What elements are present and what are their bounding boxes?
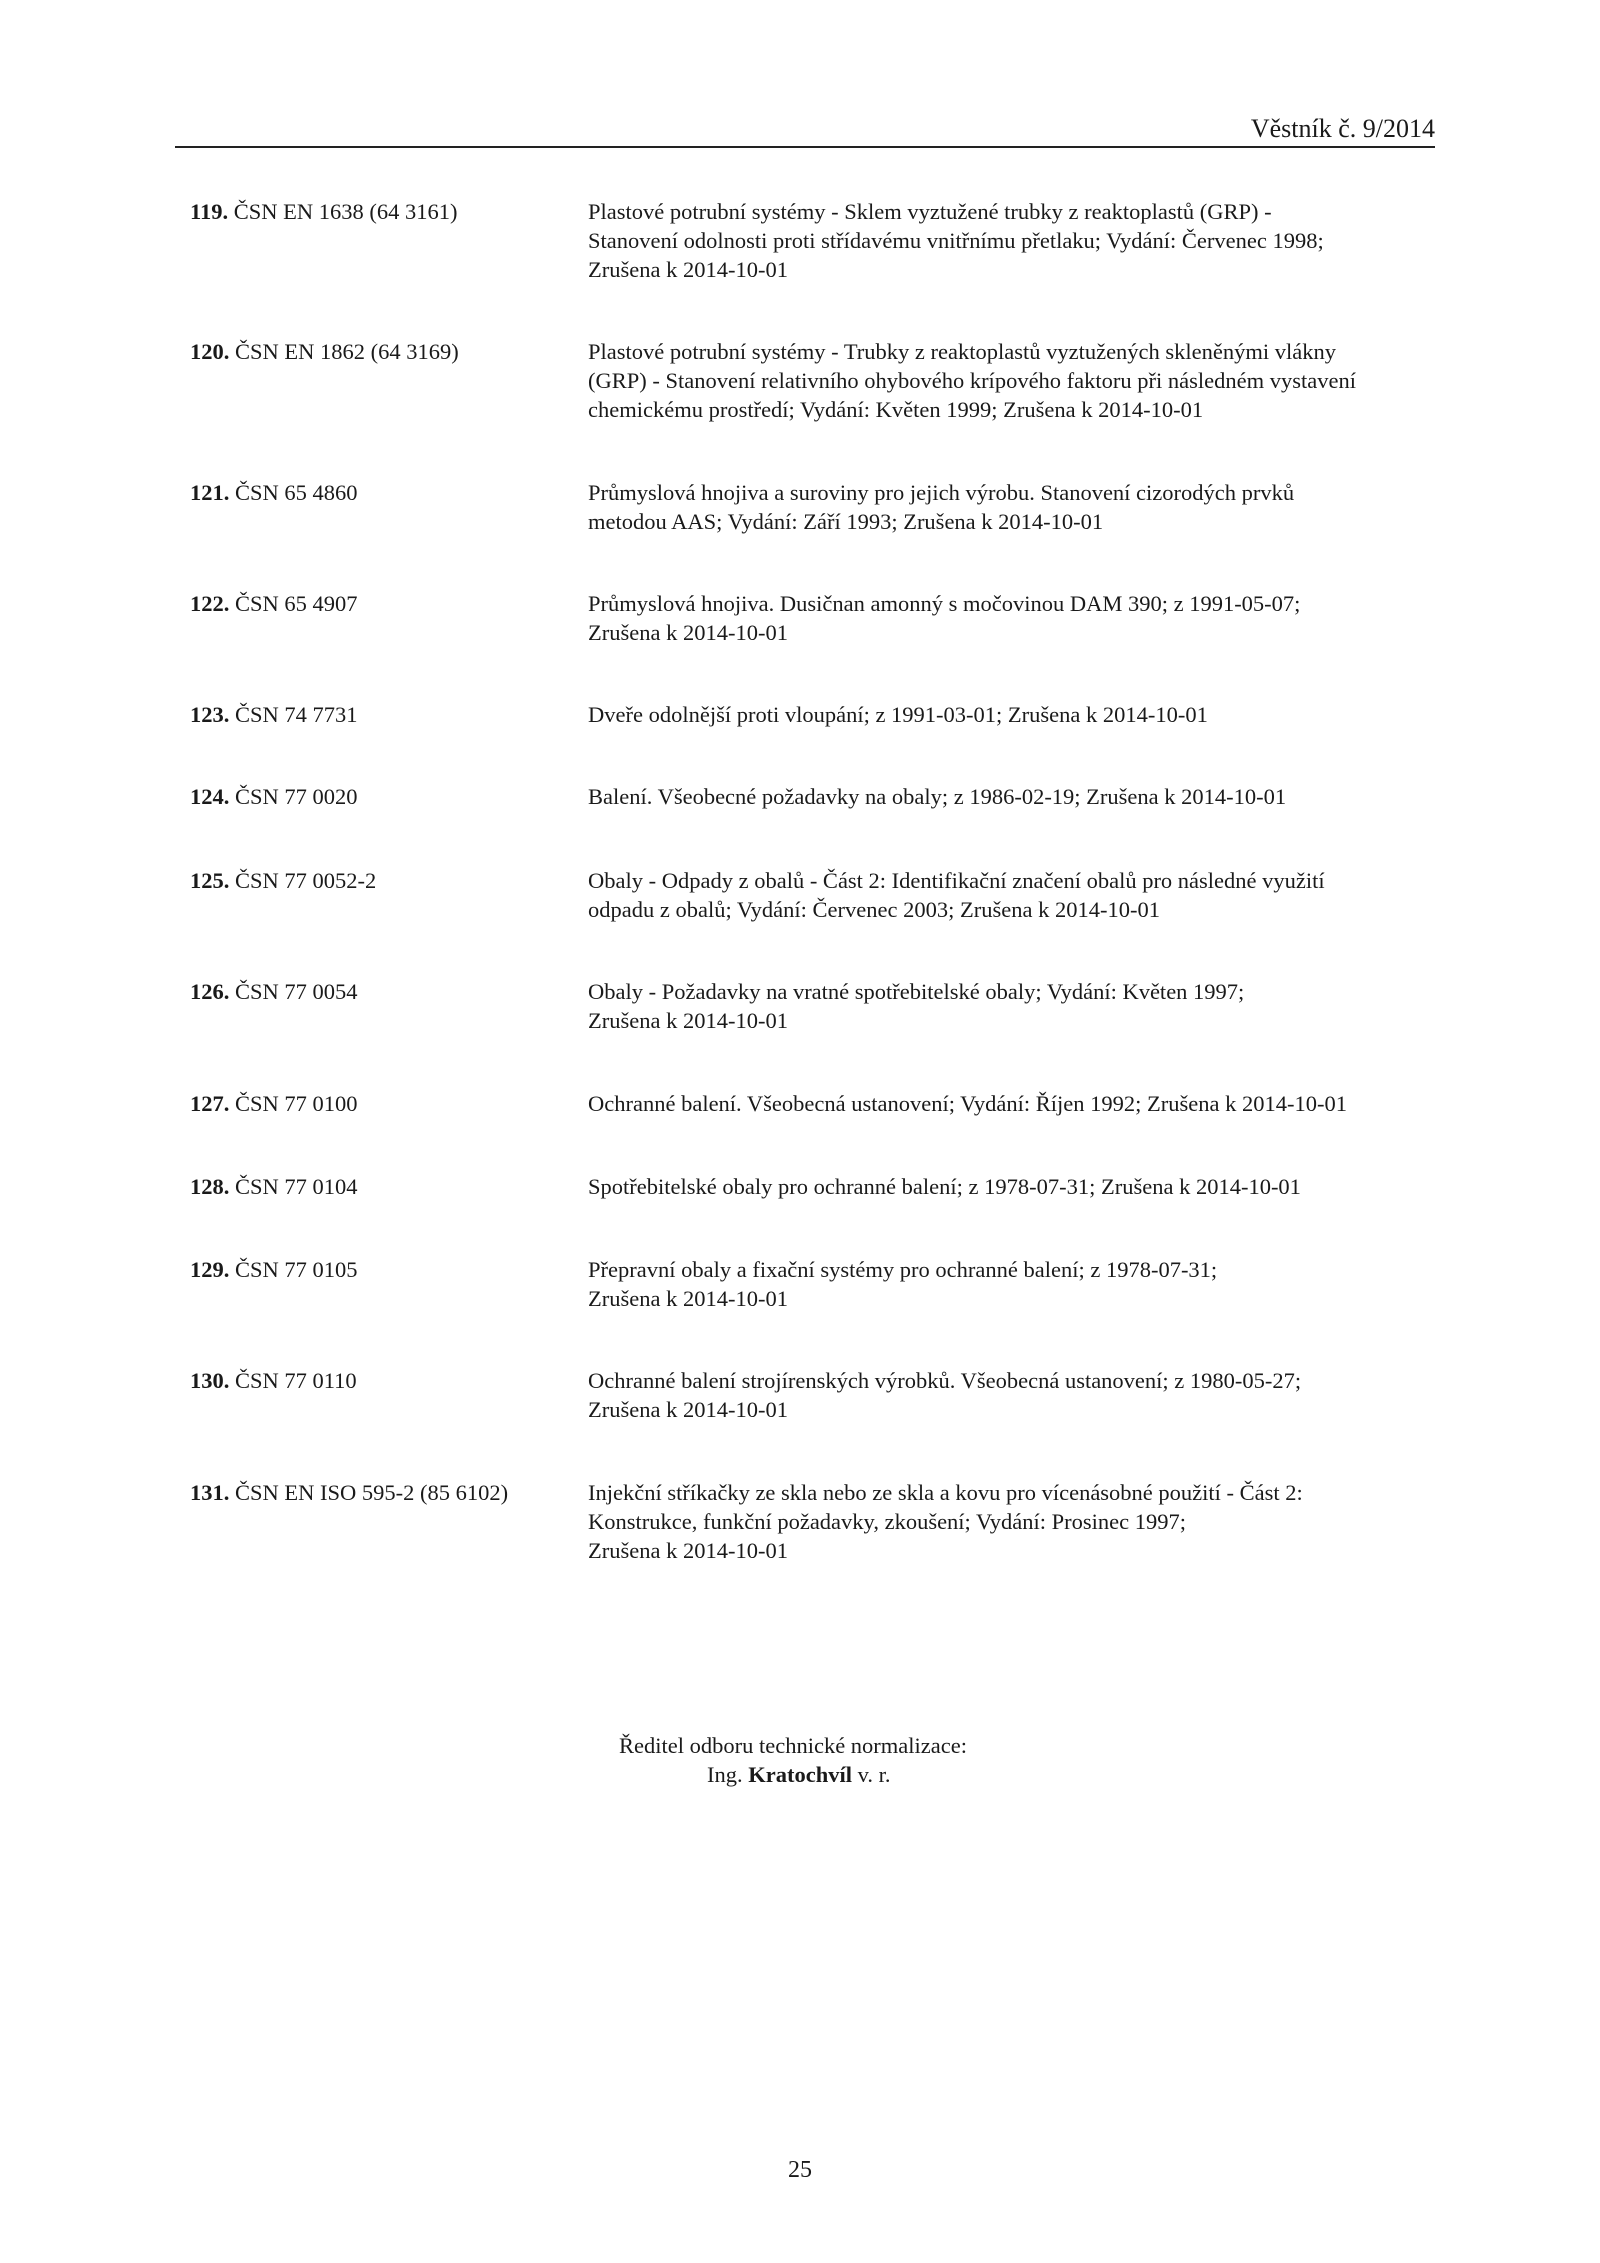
standard-code: ČSN 77 0052-2 xyxy=(229,868,377,893)
entry-id xyxy=(190,866,588,924)
entry-id xyxy=(190,1478,588,1565)
entry-number: 120. xyxy=(190,339,230,364)
entry-number: 123. xyxy=(190,702,230,727)
list-item xyxy=(190,1255,1430,1313)
page-header xyxy=(175,110,1435,148)
entry-id xyxy=(190,197,588,284)
entry-number: 121. xyxy=(190,480,230,505)
entry-number: 126. xyxy=(190,979,230,1004)
standard-code: ČSN EN 1638 (64 3161) xyxy=(228,199,458,224)
signature-name-line xyxy=(707,1762,891,1788)
signature-name: Kratochvíl xyxy=(748,1762,852,1787)
entry-id xyxy=(190,977,588,1035)
entry-description: Průmyslová hnojiva a suroviny pro jejich výrobu. Stanovení cizorodých prvků metodou AAS; Vydání: Září 1993; Zrušena k 2014-10-01 xyxy=(588,480,1295,534)
signature-suffix: v. r. xyxy=(851,1762,891,1787)
entry-number: 125. xyxy=(190,868,230,893)
entry-id xyxy=(190,782,588,811)
signature-prefix: Ing. xyxy=(707,1762,749,1787)
entry-number: 131. xyxy=(190,1480,230,1505)
entry-id xyxy=(190,337,588,424)
entry-description: Dveře odolnější proti vloupání; z 1991-03-01; Zrušena k 2014-10-01 xyxy=(588,702,1208,727)
entry-number: 129. xyxy=(190,1257,230,1282)
entry-description: Průmyslová hnojiva. Dusičnan amonný s močovinou DAM 390; z 1991-05-07; Zrušena k 2014-10-01 xyxy=(588,591,1301,645)
standard-code: ČSN 77 0054 xyxy=(229,979,358,1004)
signature-role: Ředitel odboru technické normalizace: xyxy=(619,1733,967,1758)
standard-code: ČSN 65 4907 xyxy=(229,591,358,616)
standards-list xyxy=(190,197,1430,1563)
entry-id xyxy=(190,478,588,536)
page-number: 25 xyxy=(788,2157,812,2183)
list-item xyxy=(190,337,1430,424)
entry-number: 119. xyxy=(190,199,229,224)
list-item xyxy=(190,1478,1430,1565)
list-item xyxy=(190,1089,1430,1118)
standard-code: ČSN 77 0104 xyxy=(229,1174,358,1199)
standard-code: ČSN 65 4860 xyxy=(229,480,358,505)
entry-description: Spotřebitelské obaly pro ochranné balení; z 1978-07-31; Zrušena k 2014-10-01 xyxy=(588,1174,1301,1199)
standard-code: ČSN 74 7731 xyxy=(229,702,358,727)
list-item xyxy=(190,782,1430,811)
standard-code: ČSN 77 0105 xyxy=(229,1257,358,1282)
list-item xyxy=(190,197,1430,284)
entry-description: Balení. Všeobecné požadavky na obaly; z 1986-02-19; Zrušena k 2014-10-01 xyxy=(588,784,1287,809)
list-item xyxy=(190,1172,1430,1201)
entry-description: Obaly - Požadavky na vratné spotřebitelské obaly; Vydání: Květen 1997; Zrušena k 2014-10-01 xyxy=(588,979,1245,1033)
entry-number: 127. xyxy=(190,1091,230,1116)
entry-id xyxy=(190,700,588,729)
entry-id xyxy=(190,1366,588,1424)
list-item xyxy=(190,589,1430,647)
entry-description: Ochranné balení strojírenských výrobků. Všeobecná ustanovení; z 1980-05-27; Zrušena k 2014-10-01 xyxy=(588,1368,1302,1422)
list-item xyxy=(190,478,1430,536)
list-item xyxy=(190,700,1430,729)
entry-id xyxy=(190,1089,588,1118)
entry-number: 130. xyxy=(190,1368,230,1393)
entry-description: Přepravní obaly a fixační systémy pro ochranné balení; z 1978-07-31; Zrušena k 2014-10-01 xyxy=(588,1257,1218,1311)
list-item xyxy=(190,1366,1430,1424)
entry-number: 124. xyxy=(190,784,230,809)
entry-description: Plastové potrubní systémy - Sklem vyztužené trubky z reaktoplastů (GRP) - Stanovení odolnosti proti střídavému vnitřnímu přetlaku; Vydání: Červenec 1998; Zrušena k 2014-10-01 xyxy=(588,199,1324,282)
entry-id xyxy=(190,1255,588,1313)
list-item xyxy=(190,977,1430,1035)
bulletin-title: Věstník č. 9/2014 xyxy=(1250,114,1435,143)
standard-code: ČSN 77 0100 xyxy=(229,1091,358,1116)
standard-code: ČSN EN ISO 595-2 (85 6102) xyxy=(229,1480,509,1505)
entry-description: Ochranné balení. Všeobecná ustanovení; Vydání: Říjen 1992; Zrušena k 2014-10-01 xyxy=(588,1091,1347,1116)
entry-description: Obaly - Odpady z obalů - Část 2: Identifikační značení obalů pro následné využití odpadu z obalů; Vydání: Červenec 2003; Zrušena k 2014-10-01 xyxy=(588,868,1325,922)
entry-id xyxy=(190,1172,588,1201)
entry-description: Injekční stříkačky ze skla nebo ze skla a kovu pro vícenásobné použití - Část 2: Konstrukce, funkční požadavky, zkoušení; Vydání: Prosinec 1997; Zrušena k 2014-10-01 xyxy=(588,1480,1303,1563)
standard-code: ČSN EN 1862 (64 3169) xyxy=(229,339,459,364)
entry-id xyxy=(190,589,588,647)
entry-description: Plastové potrubní systémy - Trubky z reaktoplastů vyztužených skleněnými vlákny (GRP) - Stanovení relativního ohybového krípového faktoru při následném vystavení chemickému prostředí; Vydání: Květen 1999; Zrušena k 2014-10-01 xyxy=(588,339,1356,422)
entry-number: 128. xyxy=(190,1174,230,1199)
entry-number: 122. xyxy=(190,591,230,616)
standard-code: ČSN 77 0110 xyxy=(229,1368,357,1393)
standard-code: ČSN 77 0020 xyxy=(229,784,358,809)
list-item xyxy=(190,866,1430,924)
